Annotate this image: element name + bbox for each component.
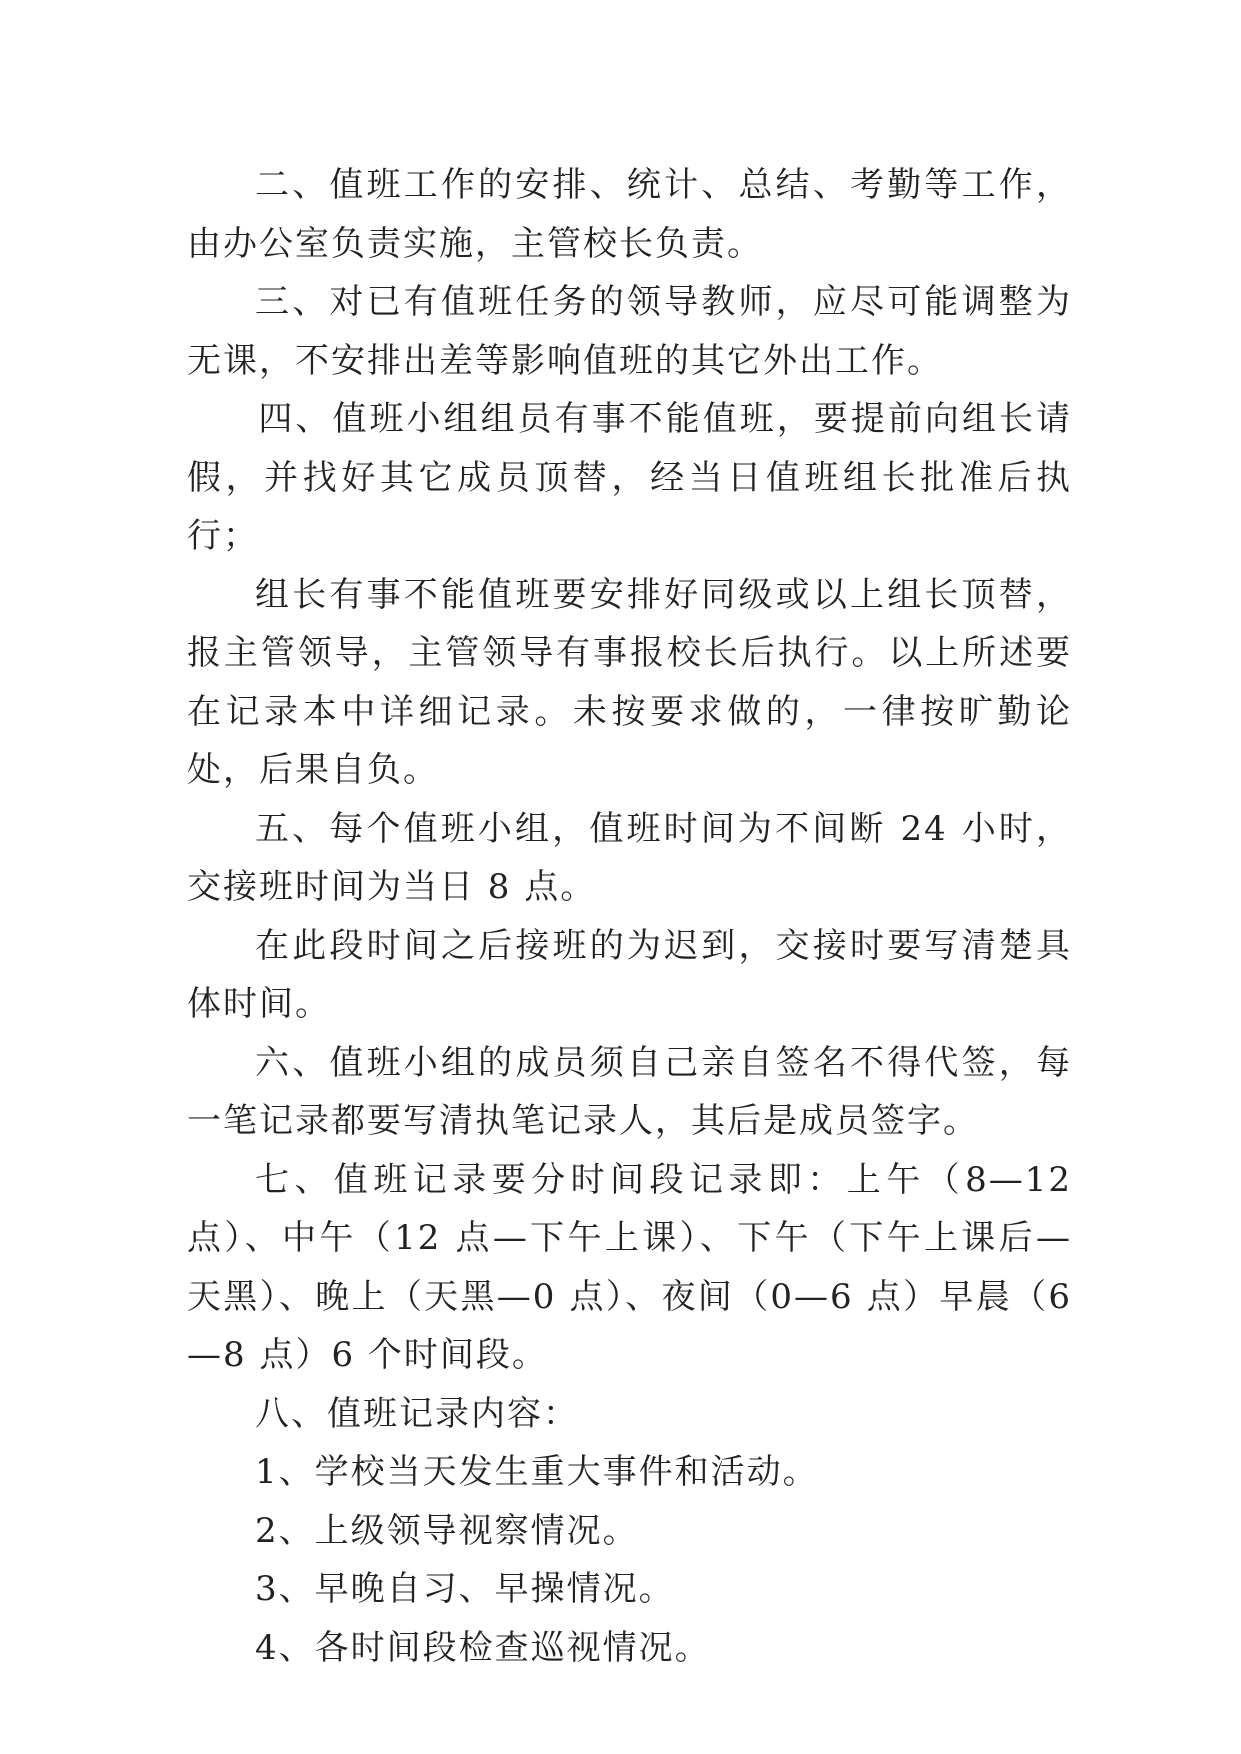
paragraph-late-rule: 在此段时间之后接班的为迟到，交接时要写清楚具体时间。: [187, 925, 1072, 1024]
document-body: [187, 156, 1072, 1677]
paragraph-leader-leave: 组长有事不能值班要安排好同级或以上组长顶替，报主管领导，主管领导有事报校长后执行。以上所述要在记录本中详细记录。未按要求做的，一律按旷勤论处，后果自负。: [187, 574, 1072, 790]
list-item: 1、学校当天发生重大事件和活动。: [255, 1452, 819, 1492]
list-item: 3、早晚自习、早操情况。: [255, 1569, 675, 1609]
list-item: 2、上级领导视察情况。: [255, 1510, 639, 1551]
list-item: 4、各时间段检查巡视情况。: [255, 1627, 711, 1668]
paragraph-time-periods: 七、值班记录要分时间段记录即：上午（8—12 点）、中午（12 点—下午上课）、下午（下午上课后—天黑）、晚上（天黑—0 点）、夜间（0—6 点）早晨（6—8 点）6 个时间段。: [187, 1159, 1072, 1375]
paragraph-teacher-schedule: 三、对已有值班任务的领导教师，应尽可能调整为无课，不安排出差等影响值班的其它外出工作。: [187, 282, 1072, 381]
paragraph-member-leave: 四、值班小组组员有事不能值班，要提前向组长请假，并找好其它成员顶替，经当日值班组长批准后执行；: [187, 399, 1072, 556]
paragraph-signature-rule: 六、值班小组的成员须自己亲自签名不得代签，每一笔记录都要写清执笔记录人，其后是成员签字。: [187, 1042, 1072, 1141]
paragraph-shift-time: 五、每个值班小组，值班时间为不间断 24 小时，交接班时间为当日 8 点。: [187, 808, 1072, 907]
paragraph-duty-arrangement: 二、值班工作的安排、统计、总结、考勤等工作，由办公室负责实施，主管校长负责。: [187, 165, 1072, 264]
paragraph-record-contents-heading: 八、值班记录内容：: [255, 1393, 579, 1434]
